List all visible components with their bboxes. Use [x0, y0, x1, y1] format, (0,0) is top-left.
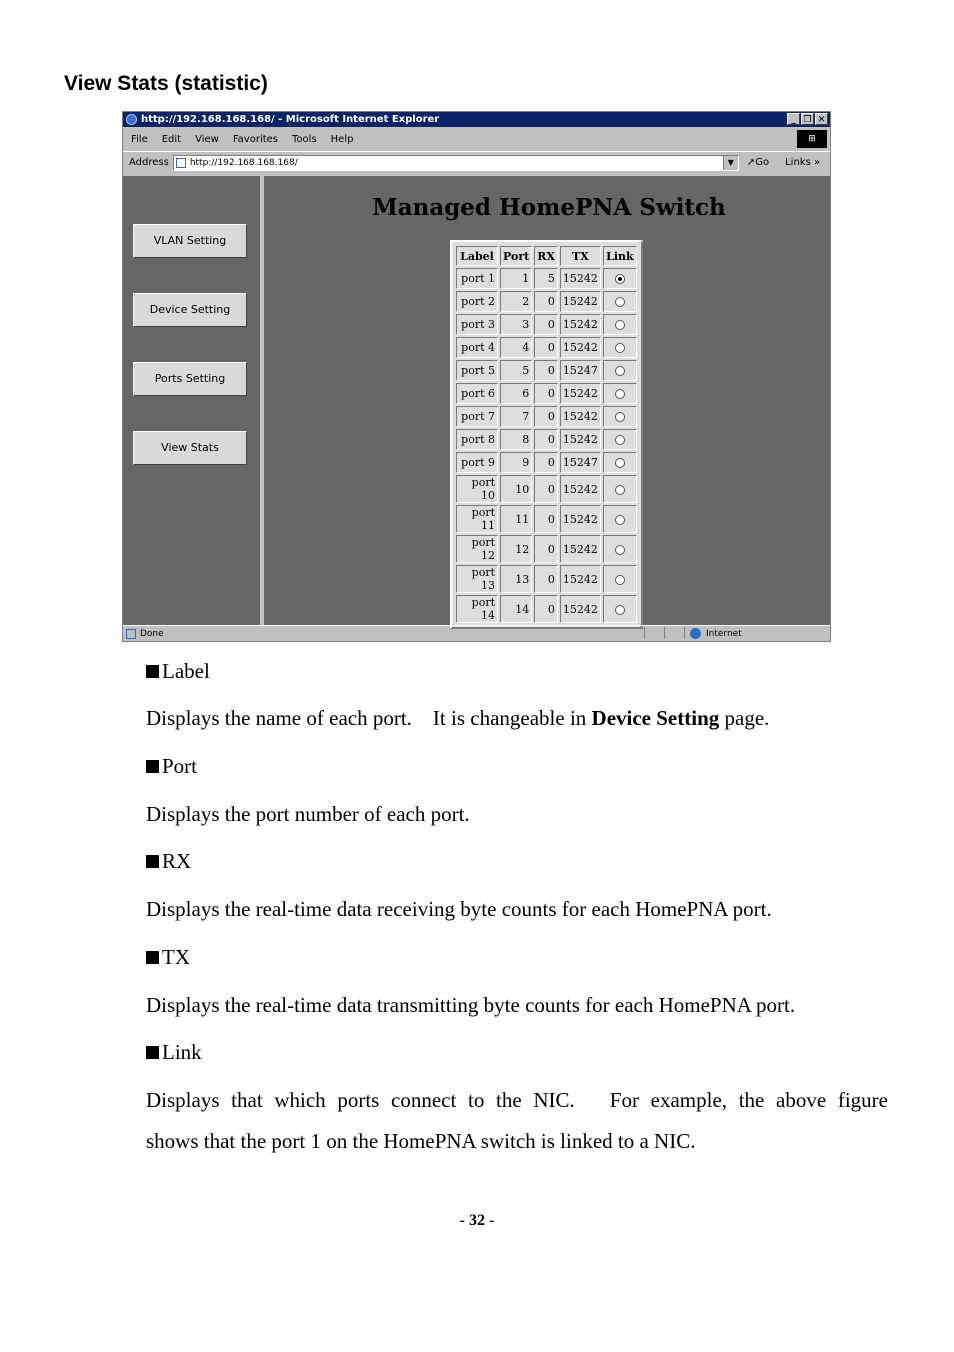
- windows-logo-icon: ⊞: [797, 130, 827, 148]
- port-label-cell: port 8: [456, 429, 498, 450]
- link-cell: [603, 291, 637, 312]
- port-label-cell: port 7: [456, 406, 498, 427]
- link-cell: [603, 406, 637, 427]
- port-number-cell: 13: [500, 565, 532, 593]
- table-row: [456, 337, 637, 358]
- link-radio[interactable]: [615, 485, 625, 495]
- header-rx: RX: [534, 246, 558, 266]
- table-row: [456, 565, 637, 593]
- links-button[interactable]: Links »: [785, 157, 821, 168]
- port-label-cell: port 12: [456, 535, 498, 563]
- port-label-cell: port 13: [456, 565, 498, 593]
- table-row: [456, 383, 637, 404]
- link-radio[interactable]: [615, 320, 625, 330]
- desc-link-line1: Displays that which ports connect to the NIC. For example, the above figure: [146, 1088, 888, 1112]
- link-radio[interactable]: [615, 389, 625, 399]
- tx-count-cell: 15242: [560, 383, 601, 404]
- link-cell: [603, 505, 637, 533]
- link-radio[interactable]: [615, 575, 625, 585]
- link-radio[interactable]: [615, 297, 625, 307]
- header-link: Link: [603, 246, 637, 266]
- table-row: [456, 314, 637, 335]
- port-number-cell: 8: [500, 429, 532, 450]
- status-divider: [644, 627, 645, 639]
- link-radio[interactable]: [615, 435, 625, 445]
- page-title: Managed HomePNA Switch: [372, 194, 726, 221]
- menu-tools[interactable]: Tools: [292, 133, 317, 145]
- page-icon: [176, 158, 186, 168]
- term-link: Link: [146, 1040, 202, 1065]
- zone-text: Internet: [706, 628, 742, 639]
- header-port: Port: [500, 246, 532, 266]
- port-number-cell: 3: [500, 314, 532, 335]
- port-number-cell: 11: [500, 505, 532, 533]
- port-number-cell: 6: [500, 383, 532, 404]
- header-label: Label: [456, 246, 498, 266]
- link-radio[interactable]: [615, 545, 625, 555]
- link-cell: [603, 565, 637, 593]
- link-cell: [603, 535, 637, 563]
- table-row: [456, 535, 637, 563]
- status-bar: [123, 625, 830, 641]
- port-number-cell: 4: [500, 337, 532, 358]
- page-content: [123, 176, 830, 625]
- rx-count-cell: 0: [534, 565, 558, 593]
- bullet-square-icon: [146, 665, 159, 678]
- rx-count-cell: 0: [534, 337, 558, 358]
- port-number-cell: 9: [500, 452, 532, 473]
- tx-count-cell: 15242: [560, 565, 601, 593]
- port-label-cell: port 5: [456, 360, 498, 381]
- port-label-cell: port 6: [456, 383, 498, 404]
- desc-port: Displays the port number of each port.: [146, 802, 470, 826]
- port-number-cell: 2: [500, 291, 532, 312]
- desc-tx: Displays the real-time data transmitting byte counts for each HomePNA port.: [146, 993, 796, 1017]
- port-number-cell: 12: [500, 535, 532, 563]
- address-input[interactable]: [173, 155, 739, 171]
- rx-count-cell: 0: [534, 452, 558, 473]
- port-number-cell: 1: [500, 268, 532, 289]
- address-label: Address: [129, 157, 169, 168]
- link-radio[interactable]: [615, 605, 625, 615]
- tx-count-cell: 15242: [560, 268, 601, 289]
- rx-count-cell: 0: [534, 595, 558, 623]
- address-bar: [123, 151, 830, 173]
- port-label-cell: port 3: [456, 314, 498, 335]
- restore-icon[interactable]: ❐: [801, 113, 814, 125]
- rx-count-cell: 0: [534, 360, 558, 381]
- vlan-setting-button[interactable]: VLAN Setting: [133, 224, 247, 258]
- ie-logo-icon: [126, 114, 137, 125]
- link-cell: [603, 360, 637, 381]
- section-heading: View Stats (statistic): [64, 72, 268, 95]
- table-row: [456, 291, 637, 312]
- menu-help[interactable]: Help: [330, 133, 354, 145]
- globe-icon: [690, 628, 701, 639]
- port-label-cell: port 9: [456, 452, 498, 473]
- tx-count-cell: 15242: [560, 505, 601, 533]
- menu-bar: [123, 129, 830, 149]
- bullet-square-icon: [146, 760, 159, 773]
- tx-count-cell: 15242: [560, 429, 601, 450]
- link-radio[interactable]: [615, 458, 625, 468]
- ports-setting-button[interactable]: Ports Setting: [133, 362, 247, 396]
- dropdown-arrow-icon[interactable]: ▼: [723, 156, 738, 170]
- tx-count-cell: 15247: [560, 452, 601, 473]
- address-value: http://192.168.168.168/: [189, 157, 298, 168]
- bullet-square-icon: [146, 951, 159, 964]
- rx-count-cell: 0: [534, 535, 558, 563]
- table-row: [456, 475, 637, 503]
- term-label: Label: [146, 659, 210, 684]
- device-setting-button[interactable]: Device Setting: [133, 293, 247, 327]
- rx-count-cell: 0: [534, 383, 558, 404]
- main-frame: [268, 176, 830, 625]
- port-label-cell: port 2: [456, 291, 498, 312]
- title-bar: [123, 112, 830, 127]
- menu-view[interactable]: View: [195, 133, 219, 145]
- stats-table: [450, 240, 643, 629]
- tx-count-cell: 15242: [560, 291, 601, 312]
- port-number-cell: 14: [500, 595, 532, 623]
- tx-count-cell: 15247: [560, 360, 601, 381]
- tx-count-cell: 15242: [560, 406, 601, 427]
- status-divider: [684, 627, 685, 639]
- security-zone: [690, 628, 742, 639]
- page-icon: [126, 629, 136, 639]
- port-number-cell: 5: [500, 360, 532, 381]
- minimize-icon[interactable]: _: [787, 113, 800, 125]
- port-label-cell: port 10: [456, 475, 498, 503]
- table-row: [456, 452, 637, 473]
- link-radio[interactable]: [615, 366, 625, 376]
- rx-count-cell: 0: [534, 429, 558, 450]
- go-button[interactable]: ➚Go: [746, 157, 770, 168]
- rx-count-cell: 0: [534, 314, 558, 335]
- port-label-cell: port 1: [456, 268, 498, 289]
- menu-file[interactable]: File: [131, 133, 148, 145]
- page-number: - 32 -: [459, 1212, 495, 1229]
- rx-count-cell: 0: [534, 505, 558, 533]
- rx-count-cell: 0: [534, 291, 558, 312]
- link-radio[interactable]: [615, 343, 625, 353]
- bullet-square-icon: [146, 855, 159, 868]
- header-tx: TX: [560, 246, 601, 266]
- browser-window: [122, 111, 831, 642]
- port-number-cell: 10: [500, 475, 532, 503]
- rx-count-cell: 0: [534, 475, 558, 503]
- table-row: [456, 406, 637, 427]
- link-cell: [603, 595, 637, 623]
- desc-rx: Displays the real-time data receiving byte counts for each HomePNA port.: [146, 897, 772, 921]
- link-cell: [603, 268, 637, 289]
- tx-count-cell: 15242: [560, 595, 601, 623]
- table-row: [456, 360, 637, 381]
- table-row: [456, 268, 637, 289]
- tx-count-cell: 15242: [560, 337, 601, 358]
- table-row: [456, 595, 637, 623]
- port-label-cell: port 4: [456, 337, 498, 358]
- port-label-cell: port 14: [456, 595, 498, 623]
- link-radio[interactable]: [615, 412, 625, 422]
- link-radio[interactable]: [615, 274, 625, 284]
- tx-count-cell: 15242: [560, 314, 601, 335]
- port-number-cell: 7: [500, 406, 532, 427]
- port-label-cell: port 11: [456, 505, 498, 533]
- bullet-square-icon: [146, 1046, 159, 1059]
- tx-count-cell: 15242: [560, 475, 601, 503]
- menu-edit[interactable]: Edit: [161, 133, 182, 145]
- view-stats-button[interactable]: View Stats: [133, 431, 247, 465]
- link-cell: [603, 452, 637, 473]
- link-radio[interactable]: [615, 515, 625, 525]
- desc-link-line2: shows that the port 1 on the HomePNA switch is linked to a NIC.: [146, 1129, 696, 1153]
- menu-favorites[interactable]: Favorites: [232, 133, 279, 145]
- tx-count-cell: 15242: [560, 535, 601, 563]
- table-row: [456, 429, 637, 450]
- status-divider: [664, 627, 665, 639]
- status-text: Done: [140, 628, 164, 639]
- link-cell: [603, 337, 637, 358]
- rx-count-cell: 0: [534, 406, 558, 427]
- nav-frame: [123, 176, 264, 625]
- term-rx: RX: [146, 849, 191, 874]
- link-cell: [603, 475, 637, 503]
- window-title: http://192.168.168.168/ - Microsoft Internet Explorer: [141, 114, 440, 125]
- link-cell: [603, 314, 637, 335]
- term-tx: TX: [146, 945, 190, 970]
- link-cell: [603, 429, 637, 450]
- rx-count-cell: 5: [534, 268, 558, 289]
- desc-label: Displays the name of each port. It is changeable in Device Setting page.: [146, 706, 770, 730]
- link-cell: [603, 383, 637, 404]
- term-port: Port: [146, 754, 197, 779]
- table-row: [456, 505, 637, 533]
- close-icon[interactable]: ✕: [815, 113, 828, 125]
